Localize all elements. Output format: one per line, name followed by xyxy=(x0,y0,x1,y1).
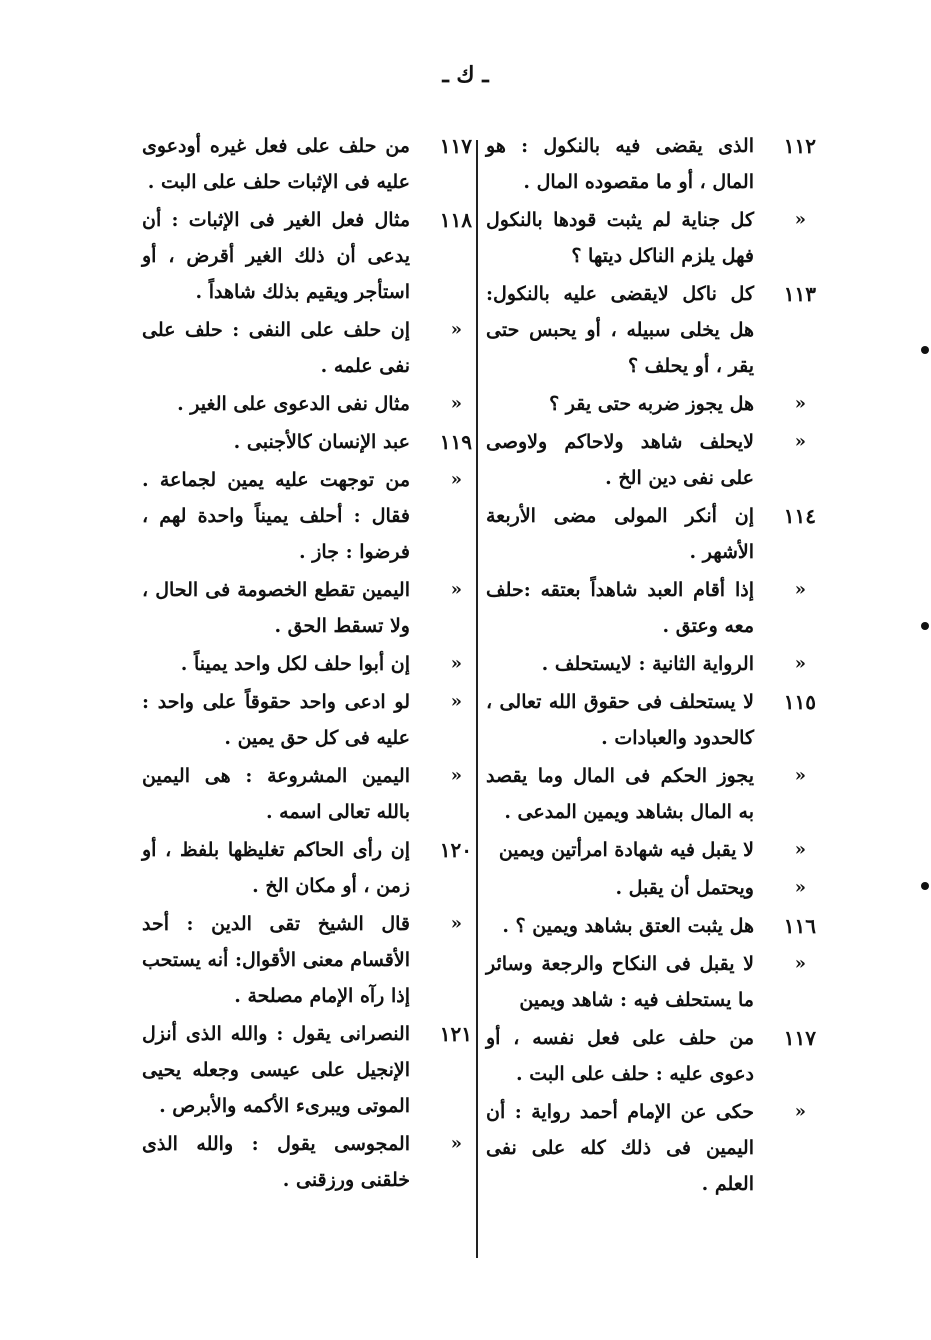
entry-number: ١١٣ xyxy=(783,282,816,306)
ditto-mark: « xyxy=(794,653,806,674)
entry-text: كل جناية لم يثبت قودها بالنكول فهل يلزم الناكل ديتها ؟ xyxy=(486,209,754,267)
ditto-mark: « xyxy=(794,839,806,860)
entry xyxy=(486,128,816,200)
ditto-mark: « xyxy=(450,393,462,414)
entry xyxy=(142,906,472,1014)
entry-number: ١٢٠ xyxy=(439,838,472,862)
entry-text: الذى يقضى فيه بالنكول : هو المال ، أو ما مقصوده المال . xyxy=(486,135,754,193)
ditto-mark: « xyxy=(450,469,462,490)
entry-text: الرواية الثانية : لايستحلف . xyxy=(541,653,754,675)
ditto-mark: « xyxy=(450,579,462,600)
right-column xyxy=(486,128,816,1204)
entry-number: ١١٢ xyxy=(783,134,816,158)
entry xyxy=(486,832,816,868)
entry-text: هل يثبت العتق بشاهد ويمين ؟ . xyxy=(502,915,754,937)
entry-text: هل يجوز ضربه حتى يقر ؟ xyxy=(549,393,754,415)
scan-blot xyxy=(921,622,929,630)
entry xyxy=(142,128,472,200)
ditto-mark: « xyxy=(450,319,462,340)
entry-text: من توجهت عليه يمين لجماعة . فقال : أحلف يميناً واحدة لهم ، فرضوا : جاز . xyxy=(142,469,410,563)
entry xyxy=(486,424,816,496)
ditto-mark: « xyxy=(794,953,806,974)
entry-text: من حلف على فعل نفسه ، أو دعوى عليه : حلف على البت . xyxy=(486,1027,754,1085)
entry-text: مثال نفى الدعوى على الغير . xyxy=(177,393,410,415)
entry xyxy=(486,498,816,570)
entry xyxy=(486,572,816,644)
ditto-mark: « xyxy=(794,1101,806,1122)
entry xyxy=(486,946,816,1018)
entry xyxy=(142,832,472,904)
entry-text: إن حلف على النفى : حلف على نفى علمه . xyxy=(142,319,410,377)
ditto-mark: « xyxy=(450,765,462,786)
entry xyxy=(486,1094,816,1202)
entry xyxy=(142,572,472,644)
entry xyxy=(142,684,472,756)
ditto-mark: « xyxy=(794,579,806,600)
entry xyxy=(142,386,472,422)
entry-text: إن رأى الحاكم تغليظها بلفظ ، أو زمن ، أو مكان الخ . xyxy=(142,839,410,897)
entry-text: المجوسى يقول : والله الذى خلقنى ورزقنى . xyxy=(142,1133,410,1191)
entry xyxy=(486,646,816,682)
entry-text: حكى عن الإمام أحمد رواية : أن اليمين فى ذلك كله على نفى العلم . xyxy=(486,1101,754,1195)
entry-text: يجوز الحكم فى المال وما يقصد به المال بشاهد ويمين المدعى . xyxy=(486,765,754,823)
column-divider xyxy=(476,140,478,1258)
entry-text: اليمين تقطع الخصومة فى الحال ، ولا تسقط الحق . xyxy=(142,579,410,637)
ditto-mark: « xyxy=(794,877,806,898)
ditto-mark: « xyxy=(450,691,462,712)
entry-text: مثال فعل الغير فى الإثبات : أن يدعى أن ذلك الغير أقرض ، أو استأجر ويقيم بذلك شاهداً . xyxy=(142,209,410,303)
entry-text: لو ادعى واحد حقوقاً على واحد : عليه فى كل حق يمين . xyxy=(142,691,410,749)
entry-number: ١٢١ xyxy=(439,1022,472,1046)
entry-number: ١١٧ xyxy=(783,1026,816,1050)
entry xyxy=(486,386,816,422)
entry xyxy=(142,646,472,682)
ditto-mark: « xyxy=(794,393,806,414)
entry xyxy=(486,1020,816,1092)
entry xyxy=(142,1126,472,1198)
entry-text: إذا أقام العبد شاهداً بعتقه :حلف معه وعتق . xyxy=(486,579,754,637)
ditto-mark: « xyxy=(450,1133,462,1154)
entry-number: ١١٧ xyxy=(439,134,472,158)
ditto-mark: « xyxy=(450,653,462,674)
entry xyxy=(486,684,816,756)
left-column xyxy=(142,128,472,1200)
entry xyxy=(486,276,816,384)
entry-number: ١١٨ xyxy=(439,208,472,232)
entry-text: كل ناكل لايقضى عليه بالنكول: هل يخلى سبيله ، أو يحبس حتى يقر ، أو يحلف ؟ xyxy=(486,283,754,377)
entry-number: ١١٥ xyxy=(783,690,816,714)
entry xyxy=(486,202,816,274)
entry xyxy=(486,758,816,830)
entry xyxy=(486,870,816,906)
entry xyxy=(142,424,472,460)
entry-text: إن أنكر المولى مضى الأربعة الأشهر . xyxy=(486,505,754,563)
entry-text: ويحتمل أن يقبل . xyxy=(615,877,754,899)
entry-number: ١١٦ xyxy=(783,914,816,938)
entry xyxy=(142,312,472,384)
entry-text: عبد الإنسان كالأجنبى . xyxy=(233,431,410,453)
scan-blot xyxy=(921,882,929,890)
entry-text: لايحلف شاهد ولاحاكم ولاوصى على نفى دين الخ . xyxy=(486,431,754,489)
entry xyxy=(142,462,472,570)
ditto-mark: « xyxy=(450,913,462,934)
page-number-header: ـ ك ـ xyxy=(442,62,489,88)
entry xyxy=(142,1016,472,1124)
entry-text: النصرانى يقول : والله الذى أنزل الإنجيل على عيسى وجعله يحيى الموتى ويبرىء الأكمه والأبرص . xyxy=(142,1023,410,1117)
entry-text: اليمين المشروعة : هى اليمين بالله تعالى اسمه . xyxy=(142,765,410,823)
entry xyxy=(486,908,816,944)
ditto-mark: « xyxy=(794,765,806,786)
entry-number: ١١٩ xyxy=(439,430,472,454)
scan-blot xyxy=(921,346,929,354)
entry-text: لا يقبل فى النكاح والرجعة وسائر ما يستحلف فيه : شاهد ويمين xyxy=(486,953,754,1011)
entry xyxy=(142,758,472,830)
entry-text: قال الشيخ تقى الدين : أحد الأقسام معنى الأقوال: أنه يستحب إذا رآه الإمام مصلحة . xyxy=(142,913,410,1007)
ditto-mark: « xyxy=(794,431,806,452)
entry-text: لا يستحلف فى حقوق الله تعالى ، كالحدود والعبادات . xyxy=(486,691,754,749)
entry xyxy=(142,202,472,310)
entry-text: من حلف على فعل غيره أودعوى عليه فى الإثبات حلف على البت . xyxy=(142,135,410,193)
entry-number: ١١٤ xyxy=(783,504,816,528)
ditto-mark: « xyxy=(794,209,806,230)
entry-text: إن أبوا حلف لكل واحد يميناً . xyxy=(180,653,410,675)
entry-text: لا يقبل فيه شهادة امرأتين ويمين xyxy=(498,839,754,861)
